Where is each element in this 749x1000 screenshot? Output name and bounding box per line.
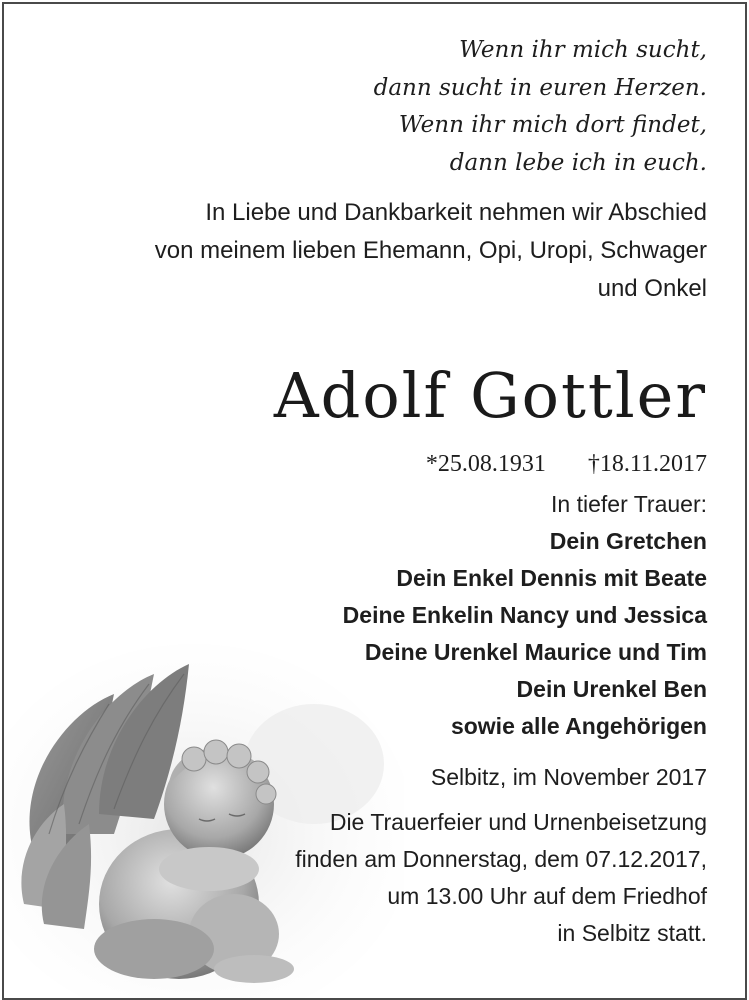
mourner-name: Dein Enkel Dennis mit Beate xyxy=(396,565,707,591)
ceremony-info xyxy=(47,804,707,952)
poem-line: Wenn ihr mich sucht, xyxy=(459,37,707,63)
mourner-name: Dein Gretchen xyxy=(549,528,707,554)
mourner-name: sowie alle Angehörigen xyxy=(450,713,707,739)
ceremony-line: in Selbitz statt. xyxy=(557,920,707,946)
ceremony-line: finden am Donnerstag, dem 07.12.2017, xyxy=(295,846,707,872)
mourner-name: Deine Enkelin Nancy und Jessica xyxy=(342,602,707,628)
intro-line: von meinem lieben Ehemann, Opi, Uropi, Schwager xyxy=(154,237,707,264)
poem-line: dann sucht in euren Herzen. xyxy=(373,74,707,101)
intro-line: und Onkel xyxy=(597,275,707,302)
poem-line: Wenn ihr mich dort findet, xyxy=(398,112,707,138)
poem-line: dann lebe ich in euch. xyxy=(449,149,707,176)
ceremony-line: um 13.00 Uhr auf dem Friedhof xyxy=(387,883,707,909)
intro-line: In Liebe und Dankbarkeit nehmen wir Abschied xyxy=(205,199,707,226)
notice-text xyxy=(47,4,707,952)
death-date: †18.11.2017 xyxy=(587,451,707,477)
mourners xyxy=(47,486,707,745)
intro-text xyxy=(47,194,707,308)
place-date: Selbitz, im November 2017 xyxy=(430,764,707,790)
mourners-lead: In tiefer Trauer: xyxy=(551,491,707,517)
mourner-name: Dein Urenkel Ben xyxy=(516,676,707,702)
mourner-name: Deine Urenkel Maurice und Tim xyxy=(364,639,707,665)
deceased-name: Adolf Gottler xyxy=(273,359,707,432)
poem xyxy=(47,32,707,182)
birth-date: *25.08.1931 xyxy=(425,451,546,477)
obituary-notice xyxy=(2,2,747,1000)
ceremony-line: Die Trauerfeier und Urnenbeisetzung xyxy=(329,809,707,835)
life-dates xyxy=(47,448,707,480)
